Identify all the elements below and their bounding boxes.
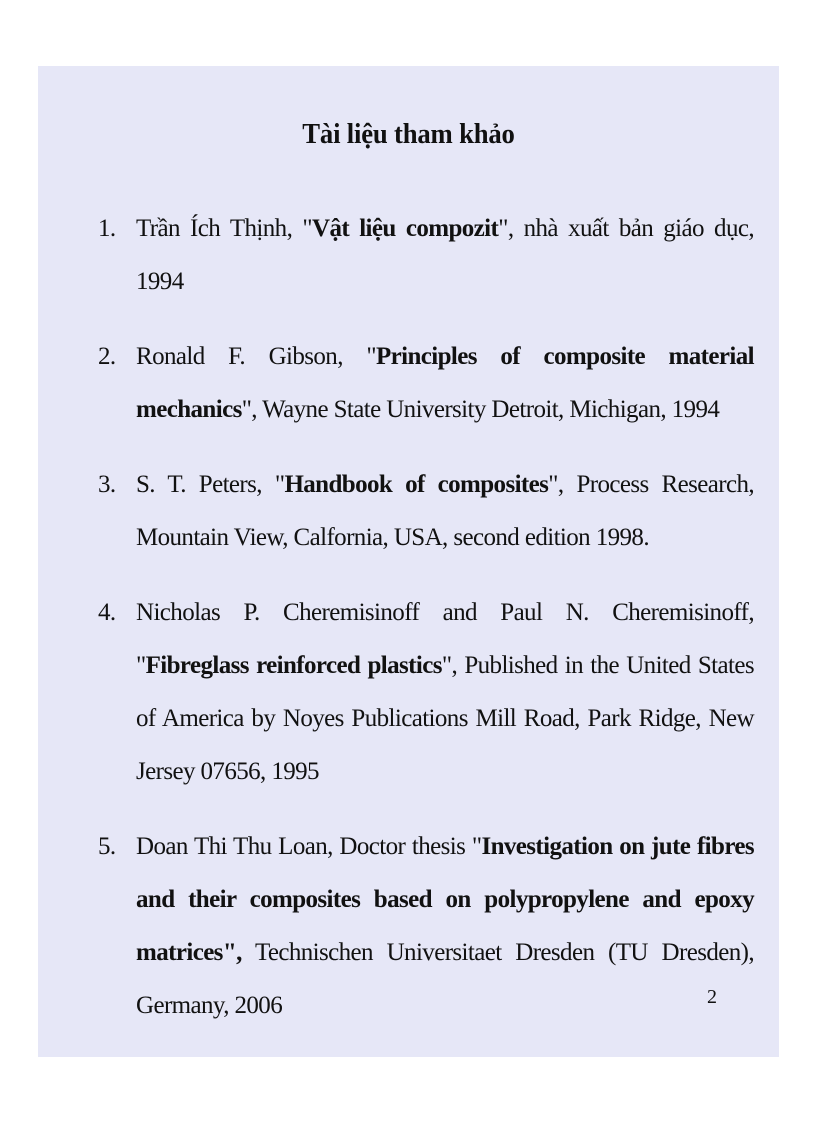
reference-publisher: ", Process Research, Mountain View, Calfornia, USA, second edition 1998.: [136, 471, 755, 551]
reference-publisher: Technischen Universitaet Dresden (TU Dresden), Germany, 2006: [136, 939, 754, 1019]
reference-number: 3.: [98, 471, 116, 498]
reference-item: [98, 458, 754, 564]
reference-title: Fibreglass reinforced plastics: [145, 652, 442, 679]
reference-authors: Nicholas P. Cheremisinoff and Paul N. Cheremisinoff, ": [136, 599, 754, 679]
reference-authors: Trần Ích Thịnh, ": [136, 215, 312, 242]
reference-authors: Doan Thi Thu Loan, Doctor thesis ": [136, 833, 482, 860]
reference-publisher: ", Published in the United States of America by Noyes Publications Mill Road, Park Ridge, New Jersey 07656, 1995: [136, 652, 754, 785]
page-title: Tài liệu tham khảo: [302, 118, 515, 150]
reference-item: [98, 586, 754, 798]
reference-number: 1.: [98, 215, 116, 242]
reference-number: 5.: [98, 833, 116, 860]
slide: [38, 66, 779, 1057]
reference-title: Investigation on jute fibres and their composites based on polypropylene and epoxy matrices",: [136, 833, 754, 966]
reference-publisher: ", Wayne State University Detroit, Michigan, 1994: [241, 396, 720, 423]
reference-title: Vật liệu compozit: [311, 215, 499, 242]
reference-item: [98, 330, 754, 436]
reference-title: Handbook of composites: [284, 471, 549, 498]
reference-item: [98, 202, 754, 308]
reference-authors: S. T. Peters, ": [136, 471, 285, 498]
reference-number: 2.: [98, 343, 116, 370]
reference-item: [98, 820, 754, 1032]
reference-publisher: ", nhà xuất bản giáo dục, 1994: [136, 215, 755, 295]
reference-number: 4.: [98, 599, 116, 626]
reference-authors: Ronald F. Gibson, ": [136, 343, 376, 370]
reference-title: Principles of composite material mechanics: [136, 343, 754, 423]
reference-list: [98, 202, 754, 1054]
page-number: 2: [707, 986, 717, 1008]
